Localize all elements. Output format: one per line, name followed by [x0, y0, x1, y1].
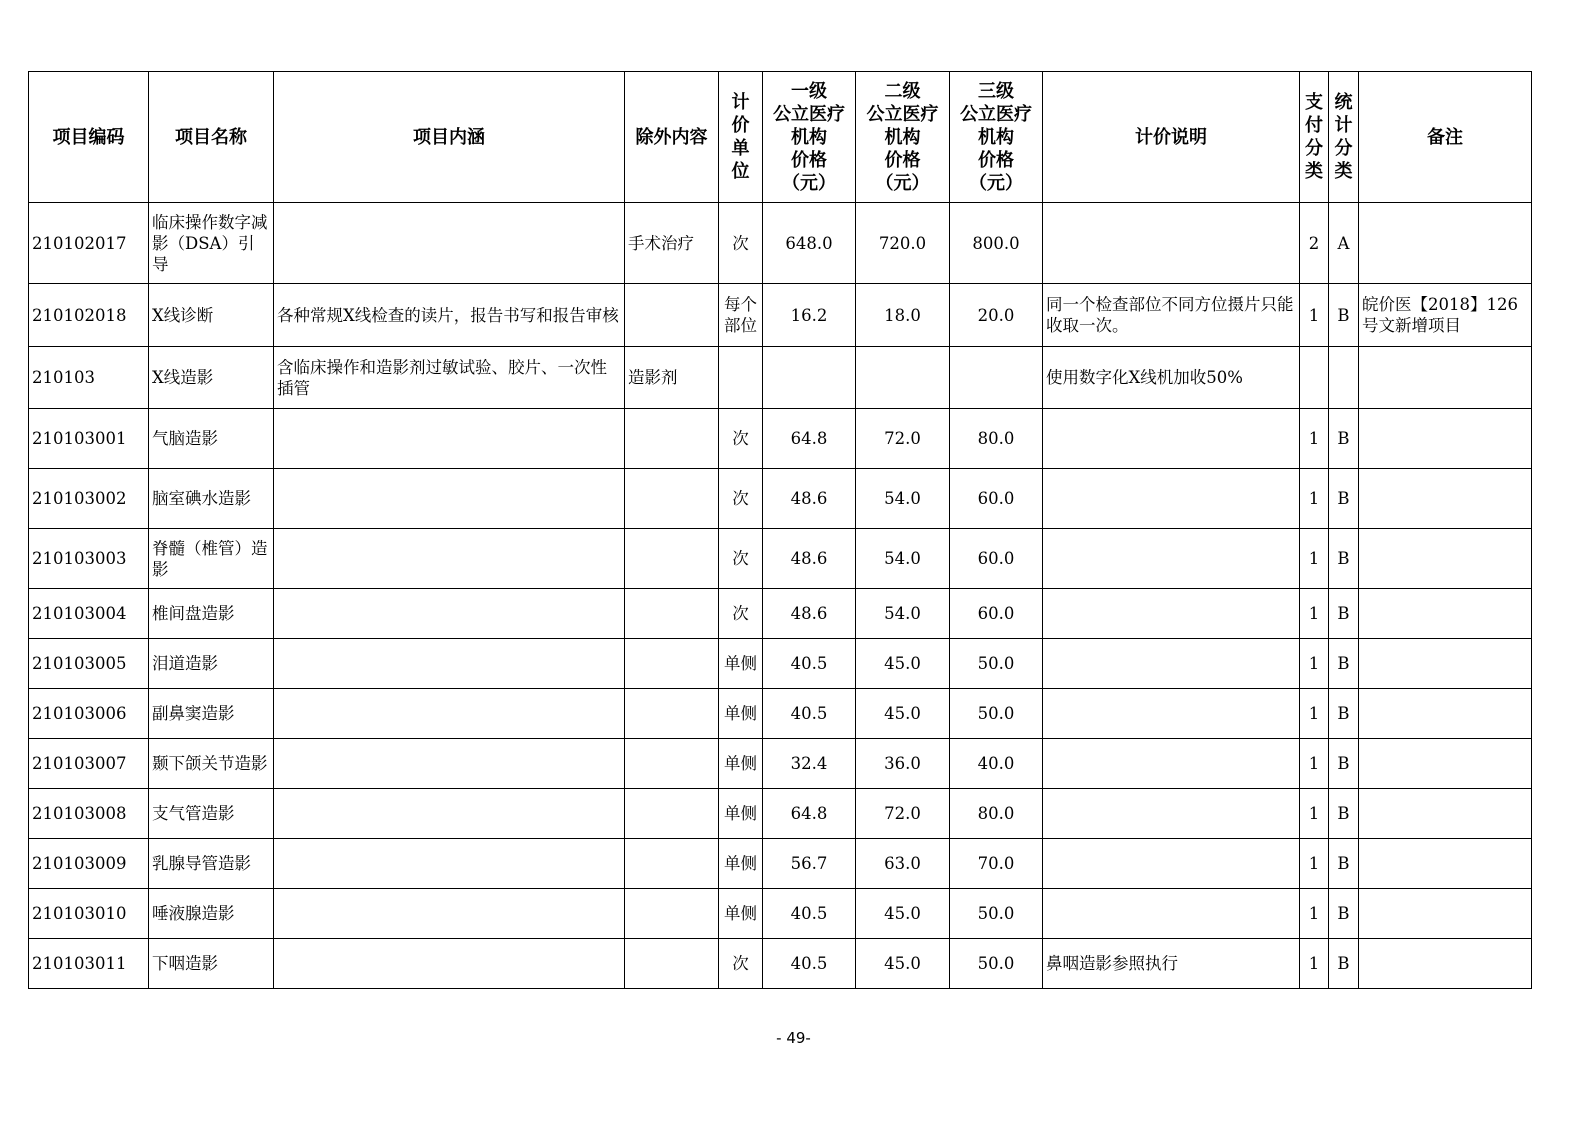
cell-content: 含临床操作和造影剂过敏试验、胶片、一次性插管	[274, 347, 625, 409]
cell-price-level2: 54.0	[856, 529, 950, 589]
cell-price-level1: 32.4	[763, 739, 856, 789]
cell-content	[274, 589, 625, 639]
cell-price-level2: 72.0	[856, 789, 950, 839]
cell-content	[274, 739, 625, 789]
cell-unit: 次	[719, 409, 763, 469]
cell-name: 椎间盘造影	[149, 589, 274, 639]
cell-price-level1: 64.8	[763, 409, 856, 469]
cell-remark	[1359, 469, 1532, 529]
cell-price-level3: 50.0	[950, 889, 1043, 939]
cell-content	[274, 889, 625, 939]
cell-pricing-note	[1043, 739, 1300, 789]
cell-price-level2: 36.0	[856, 739, 950, 789]
cell-name: 脑室碘水造影	[149, 469, 274, 529]
cell-price-level3: 50.0	[950, 939, 1043, 989]
cell-payment-category: 1	[1300, 889, 1329, 939]
cell-exclude	[625, 284, 719, 347]
table-row	[29, 347, 1532, 409]
cell-statistics-category: B	[1329, 284, 1359, 347]
header-price-level1: 一级 公立医疗 机构 价格 （元）	[763, 72, 856, 203]
cell-statistics-category: B	[1329, 739, 1359, 789]
cell-payment-category: 1	[1300, 409, 1329, 469]
cell-statistics-category: B	[1329, 469, 1359, 529]
cell-unit: 次	[719, 529, 763, 589]
cell-remark	[1359, 689, 1532, 739]
cell-name: 支气管造影	[149, 789, 274, 839]
cell-exclude	[625, 639, 719, 689]
cell-unit: 单侧	[719, 739, 763, 789]
header-payment-category: 支 付 分 类	[1300, 72, 1329, 203]
cell-payment-category: 1	[1300, 789, 1329, 839]
cell-payment-category: 1	[1300, 739, 1329, 789]
cell-price-level3: 80.0	[950, 409, 1043, 469]
cell-unit: 单侧	[719, 689, 763, 739]
table-row	[29, 689, 1532, 739]
cell-code: 210103004	[29, 589, 149, 639]
page-number: - 49-	[776, 1029, 811, 1047]
cell-statistics-category: A	[1329, 203, 1359, 284]
cell-remark	[1359, 529, 1532, 589]
cell-price-level1: 40.5	[763, 889, 856, 939]
cell-unit: 单侧	[719, 839, 763, 889]
cell-payment-category: 1	[1300, 639, 1329, 689]
cell-name: X线诊断	[149, 284, 274, 347]
cell-statistics-category: B	[1329, 689, 1359, 739]
cell-content: 各种常规X线检查的读片，报告书写和报告审核	[274, 284, 625, 347]
cell-price-level3: 20.0	[950, 284, 1043, 347]
table-row	[29, 409, 1532, 469]
cell-remark: 皖价医【2018】126号文新增项目	[1359, 284, 1532, 347]
cell-payment-category: 1	[1300, 529, 1329, 589]
cell-statistics-category: B	[1329, 409, 1359, 469]
cell-price-level2: 45.0	[856, 689, 950, 739]
cell-pricing-note	[1043, 589, 1300, 639]
cell-price-level3: 60.0	[950, 469, 1043, 529]
cell-price-level2: 18.0	[856, 284, 950, 347]
cell-exclude	[625, 529, 719, 589]
header-pricing-note: 计价说明	[1043, 72, 1300, 203]
cell-unit: 单侧	[719, 639, 763, 689]
cell-name: 副鼻窦造影	[149, 689, 274, 739]
cell-pricing-note	[1043, 789, 1300, 839]
cell-unit: 单侧	[719, 789, 763, 839]
table-row	[29, 529, 1532, 589]
header-statistics-category: 统 计 分 类	[1329, 72, 1359, 203]
cell-pricing-note	[1043, 889, 1300, 939]
cell-payment-category: 1	[1300, 284, 1329, 347]
cell-price-level1: 16.2	[763, 284, 856, 347]
cell-content	[274, 639, 625, 689]
cell-price-level3: 50.0	[950, 689, 1043, 739]
cell-unit: 单侧	[719, 889, 763, 939]
cell-code: 210103002	[29, 469, 149, 529]
cell-pricing-note: 鼻咽造影参照执行	[1043, 939, 1300, 989]
cell-price-level2	[856, 347, 950, 409]
cell-name: 下咽造影	[149, 939, 274, 989]
cell-pricing-note: 使用数字化X线机加收50%	[1043, 347, 1300, 409]
cell-statistics-category: B	[1329, 589, 1359, 639]
cell-remark	[1359, 939, 1532, 989]
table-row	[29, 789, 1532, 839]
table-row	[29, 469, 1532, 529]
cell-code: 210103009	[29, 839, 149, 889]
cell-code: 210103001	[29, 409, 149, 469]
cell-exclude	[625, 589, 719, 639]
cell-exclude	[625, 739, 719, 789]
table-row	[29, 939, 1532, 989]
cell-content	[274, 789, 625, 839]
cell-content	[274, 529, 625, 589]
cell-price-level1: 64.8	[763, 789, 856, 839]
cell-unit: 次	[719, 589, 763, 639]
cell-statistics-category: B	[1329, 839, 1359, 889]
table-body	[29, 203, 1532, 989]
cell-price-level2: 63.0	[856, 839, 950, 889]
cell-remark	[1359, 739, 1532, 789]
cell-unit: 次	[719, 203, 763, 284]
cell-pricing-note	[1043, 529, 1300, 589]
cell-price-level3: 80.0	[950, 789, 1043, 839]
cell-price-level1: 40.5	[763, 939, 856, 989]
cell-unit	[719, 347, 763, 409]
cell-exclude	[625, 789, 719, 839]
cell-exclude	[625, 469, 719, 529]
cell-code: 210103010	[29, 889, 149, 939]
cell-exclude	[625, 939, 719, 989]
cell-remark	[1359, 589, 1532, 639]
table-header-row	[29, 72, 1532, 203]
cell-statistics-category: B	[1329, 639, 1359, 689]
cell-pricing-note	[1043, 839, 1300, 889]
cell-code: 210103007	[29, 739, 149, 789]
cell-pricing-note	[1043, 469, 1300, 529]
cell-content	[274, 939, 625, 989]
cell-price-level2: 54.0	[856, 469, 950, 529]
cell-price-level3: 800.0	[950, 203, 1043, 284]
cell-statistics-category: B	[1329, 789, 1359, 839]
cell-statistics-category: B	[1329, 889, 1359, 939]
header-remark: 备注	[1359, 72, 1532, 203]
cell-name: 乳腺导管造影	[149, 839, 274, 889]
cell-statistics-category: B	[1329, 939, 1359, 989]
cell-remark	[1359, 839, 1532, 889]
table-row	[29, 203, 1532, 284]
cell-remark	[1359, 789, 1532, 839]
cell-price-level1: 56.7	[763, 839, 856, 889]
cell-price-level1: 40.5	[763, 689, 856, 739]
cell-pricing-note	[1043, 639, 1300, 689]
cell-statistics-category	[1329, 347, 1359, 409]
price-table	[28, 71, 1532, 989]
cell-content	[274, 689, 625, 739]
cell-pricing-note: 同一个检查部位不同方位摄片只能收取一次。	[1043, 284, 1300, 347]
cell-payment-category: 1	[1300, 589, 1329, 639]
header-unit: 计 价 单 位	[719, 72, 763, 203]
cell-code: 210103006	[29, 689, 149, 739]
cell-payment-category: 1	[1300, 469, 1329, 529]
header-content: 项目内涵	[274, 72, 625, 203]
cell-name: X线造影	[149, 347, 274, 409]
cell-content	[274, 203, 625, 284]
cell-name: 气脑造影	[149, 409, 274, 469]
cell-unit: 次	[719, 469, 763, 529]
cell-payment-category	[1300, 347, 1329, 409]
table-row	[29, 839, 1532, 889]
cell-price-level3	[950, 347, 1043, 409]
cell-code: 210102018	[29, 284, 149, 347]
cell-price-level2: 720.0	[856, 203, 950, 284]
cell-price-level1	[763, 347, 856, 409]
cell-exclude: 造影剂	[625, 347, 719, 409]
cell-price-level1: 648.0	[763, 203, 856, 284]
table-row	[29, 639, 1532, 689]
cell-code: 210103	[29, 347, 149, 409]
cell-price-level1: 48.6	[763, 529, 856, 589]
cell-price-level1: 48.6	[763, 469, 856, 529]
cell-pricing-note	[1043, 409, 1300, 469]
header-code: 项目编码	[29, 72, 149, 203]
cell-payment-category: 1	[1300, 839, 1329, 889]
cell-remark	[1359, 409, 1532, 469]
cell-content	[274, 469, 625, 529]
cell-exclude: 手术治疗	[625, 203, 719, 284]
cell-price-level2: 54.0	[856, 589, 950, 639]
cell-content	[274, 409, 625, 469]
cell-exclude	[625, 409, 719, 469]
table-row	[29, 889, 1532, 939]
cell-code: 210103003	[29, 529, 149, 589]
cell-name: 临床操作数字减影（DSA）引导	[149, 203, 274, 284]
cell-code: 210103008	[29, 789, 149, 839]
cell-remark	[1359, 889, 1532, 939]
header-price-level3: 三级 公立医疗 机构 价格 （元）	[950, 72, 1043, 203]
cell-price-level3: 40.0	[950, 739, 1043, 789]
cell-exclude	[625, 839, 719, 889]
cell-price-level2: 45.0	[856, 939, 950, 989]
cell-price-level3: 50.0	[950, 639, 1043, 689]
cell-payment-category: 2	[1300, 203, 1329, 284]
header-price-level2: 二级 公立医疗 机构 价格 （元）	[856, 72, 950, 203]
cell-exclude	[625, 689, 719, 739]
cell-content	[274, 839, 625, 889]
cell-name: 颞下颌关节造影	[149, 739, 274, 789]
cell-price-level1: 40.5	[763, 639, 856, 689]
cell-price-level2: 72.0	[856, 409, 950, 469]
cell-price-level2: 45.0	[856, 889, 950, 939]
cell-pricing-note	[1043, 203, 1300, 284]
cell-code: 210102017	[29, 203, 149, 284]
cell-price-level3: 60.0	[950, 589, 1043, 639]
cell-remark	[1359, 639, 1532, 689]
table-row	[29, 284, 1532, 347]
cell-name: 唾液腺造影	[149, 889, 274, 939]
cell-price-level3: 60.0	[950, 529, 1043, 589]
cell-code: 210103011	[29, 939, 149, 989]
cell-remark	[1359, 347, 1532, 409]
cell-code: 210103005	[29, 639, 149, 689]
cell-remark	[1359, 203, 1532, 284]
cell-exclude	[625, 889, 719, 939]
header-exclude: 除外内容	[625, 72, 719, 203]
table-row	[29, 589, 1532, 639]
cell-name: 泪道造影	[149, 639, 274, 689]
cell-name: 脊髓（椎管）造影	[149, 529, 274, 589]
table-row	[29, 739, 1532, 789]
cell-payment-category: 1	[1300, 689, 1329, 739]
cell-price-level3: 70.0	[950, 839, 1043, 889]
cell-statistics-category: B	[1329, 529, 1359, 589]
cell-unit: 每个部位	[719, 284, 763, 347]
cell-price-level1: 48.6	[763, 589, 856, 639]
header-name: 项目名称	[149, 72, 274, 203]
cell-unit: 次	[719, 939, 763, 989]
cell-pricing-note	[1043, 689, 1300, 739]
cell-payment-category: 1	[1300, 939, 1329, 989]
cell-price-level2: 45.0	[856, 639, 950, 689]
